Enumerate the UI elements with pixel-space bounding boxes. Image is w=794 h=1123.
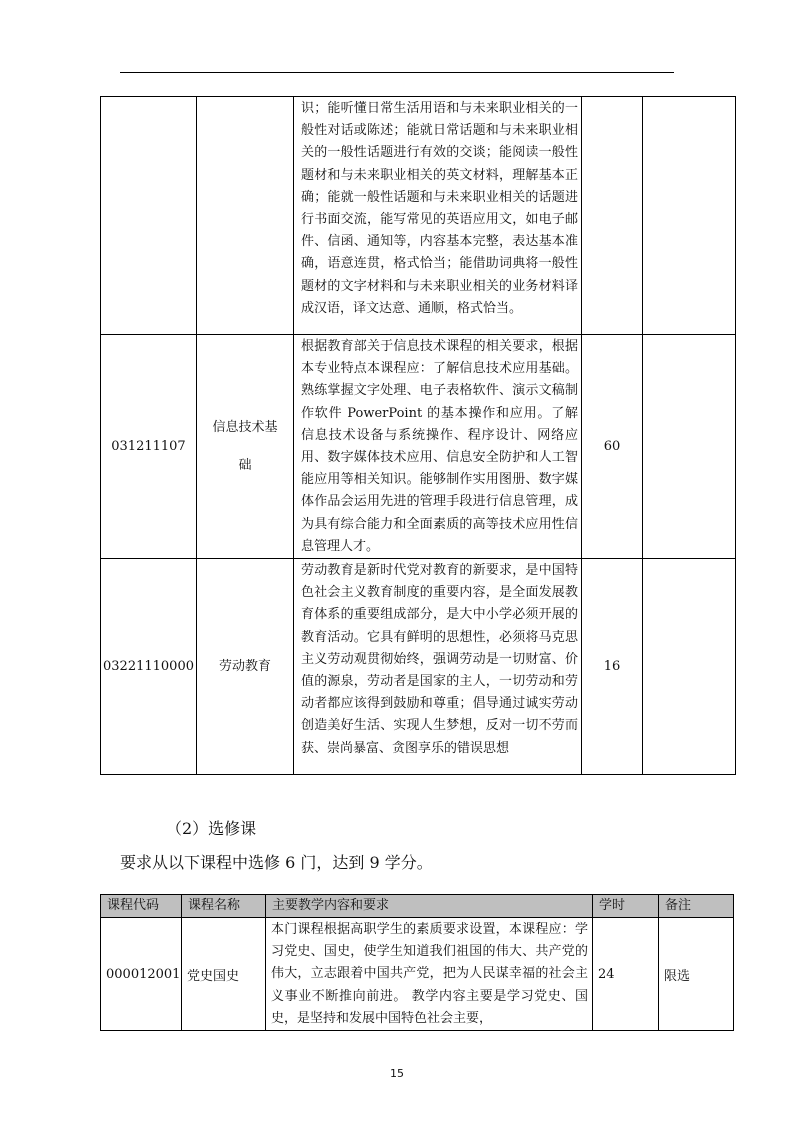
table-row bbox=[101, 335, 736, 559]
section-title: （2）选修课 bbox=[166, 819, 257, 838]
course-remark-cell bbox=[643, 97, 736, 335]
course-hours-cell: 24 bbox=[593, 918, 659, 1031]
course-remark-cell bbox=[643, 559, 736, 775]
course-name-cell: 信息技术基础 bbox=[197, 335, 294, 559]
course-code-cell bbox=[101, 97, 197, 335]
curriculum-table-continued bbox=[100, 96, 736, 775]
header-course-hours: 学时 bbox=[593, 895, 659, 918]
course-hours-cell bbox=[582, 97, 643, 335]
course-description-cell: 识；能听懂日常生活用语和与未来职业相关的一般性对话或陈述；能就日常话题和与未来职业相关的一般性话题进行有效的交谈；能阅读一般性题材和与未来职业相关的英文材料，理解基本正确；能就一般性话题和与未来职业相关的话题进行书面交流，能写常见的英语应用文，如电子邮件、信函、通知等，内容基本完整，表达基本准确，语意连贯，格式恰当；能借助词典将一般性题材的文字材料和与未来职业相关的业务材料译成汉语，译文达意、通顺，格式恰当。 bbox=[294, 97, 582, 335]
table-row bbox=[101, 97, 736, 335]
course-remark-cell: 限选 bbox=[659, 918, 734, 1031]
header-course-content: 主要教学内容和要求 bbox=[266, 895, 593, 918]
header-course-name: 课程名称 bbox=[182, 895, 266, 918]
course-name-cell: 党史国史 bbox=[182, 918, 266, 1031]
table-header-row bbox=[101, 895, 734, 918]
page-number: 15 bbox=[390, 1067, 404, 1080]
table-row bbox=[101, 918, 734, 1031]
header-course-code: 课程代码 bbox=[101, 895, 182, 918]
course-description-cell: 本门课程根据高职学生的素质要求设置，本课程应：学习党史、国史，使学生知道我们祖国的伟大、共产党的伟大，立志跟着中国共产党，把为人民谋幸福的社会主义事业不断推向前进。 教学内容主要是学习党史、国史，是坚持和发展中国特色社会主要， bbox=[266, 918, 593, 1031]
header-course-remark: 备注 bbox=[659, 895, 734, 918]
course-hours-cell: 60 bbox=[582, 335, 643, 559]
header-rule bbox=[120, 72, 674, 73]
table-row bbox=[101, 559, 736, 775]
course-hours-cell: 16 bbox=[582, 559, 643, 775]
course-code-cell: 000012001 bbox=[101, 918, 182, 1031]
course-description-cell: 根据教育部关于信息技术课程的相关要求，根据本专业特点本课程应：了解信息技术应用基础。熟练掌握文字处理、电子表格软件、演示文稿制作软件 PowerPoint 的基本操作和应用。了解信息技术设备与系统操作、程序设计、网络应用、数字媒体技术应用、信息安全防护和人工智能应用等相关知识。能够制作实用图册、数字媒体作品会运用先进的管理手段进行信息管理，成为具有综合能力和全面素质的高等技术应用性信息管理人才。 bbox=[294, 335, 582, 559]
course-code-cell: 031211107 bbox=[101, 335, 197, 559]
section-requirement: 要求从以下课程中选修 6 门，达到 9 学分。 bbox=[120, 853, 433, 872]
course-name-cell bbox=[197, 97, 294, 335]
course-code-cell: 03221110000 bbox=[101, 559, 197, 775]
course-remark-cell bbox=[643, 335, 736, 559]
elective-courses-table bbox=[100, 894, 734, 1031]
course-description-cell: 劳动教育是新时代党对教育的新要求，是中国特色社会主义教育制度的重要内容，是全面发展教育体系的重要组成部分，是大中小学必须开展的教育活动。它具有鲜明的思想性，必须将马克思主义劳动观贯彻始终，强调劳动是一切财富、价值的源泉，劳动者是国家的主人，一切劳动和劳动者都应该得到鼓励和尊重；倡导通过诚实劳动创造美好生活、实现人生梦想，反对一切不劳而获、崇尚暴富、贪图享乐的错误思想 bbox=[294, 559, 582, 775]
course-name-cell: 劳动教育 bbox=[197, 559, 294, 775]
